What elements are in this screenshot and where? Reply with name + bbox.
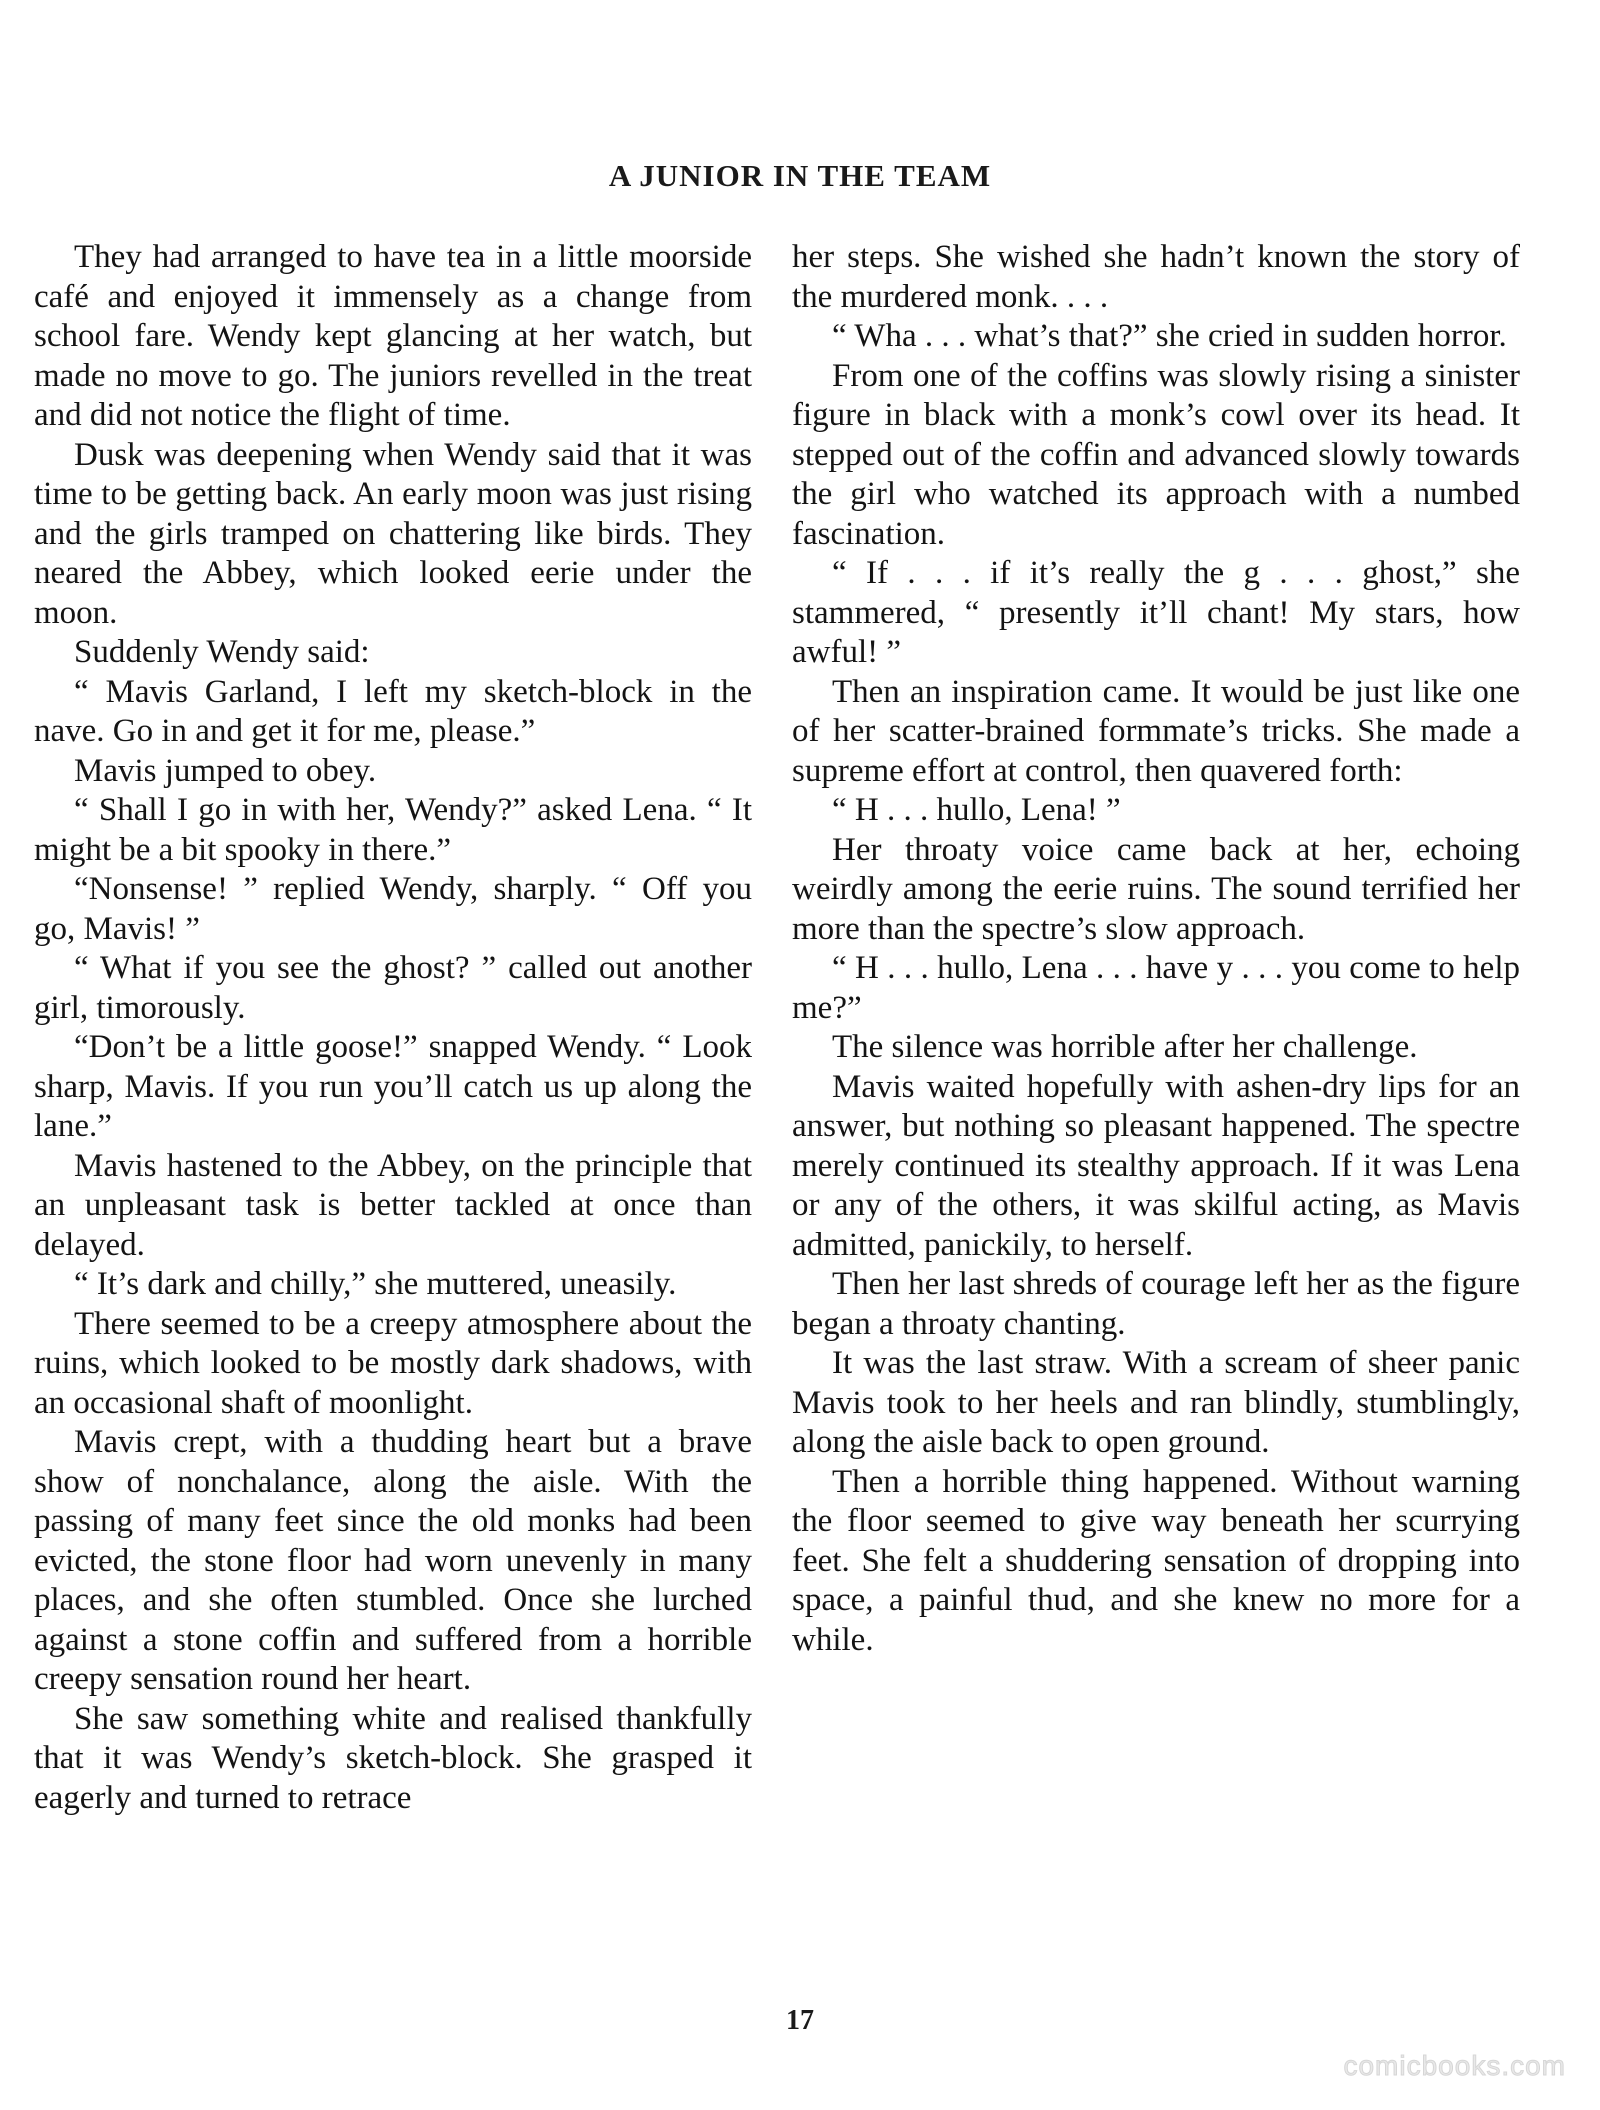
paragraph: Dusk was deepening when Wendy said that it was time to be getting back. An early moon was just rising and the girls tramped on chattering like birds. They neared the Abbey, which looked eerie under the moon. bbox=[34, 436, 752, 631]
paragraph: Then her last shreds of courage left her as the figure began a throaty chanting. bbox=[792, 1266, 1520, 1342]
paragraph: She saw something white and realised thankfully that it was Wendy’s sketch-block. She grasped it eagerly and turned to retrace bbox=[34, 1700, 752, 1816]
paragraph: Mavis jumped to obey. bbox=[74, 752, 377, 789]
running-title: A JUNIOR IN THE TEAM bbox=[608, 158, 992, 193]
paragraph: “ It’s dark and chilly,” she muttered, uneasily. bbox=[74, 1266, 677, 1302]
paragraph: “ Shall I go in with her, Wendy?” asked Lena. “ It might be a bit spooky in there.” bbox=[34, 792, 752, 868]
paragraph: “ H . . . hullo, Lena! ” bbox=[832, 792, 1121, 828]
paragraph: Then an inspiration came. It would be just like one of her scatter-brained formmate’s tricks. She made a supreme effort at control, then quavered forth: bbox=[792, 673, 1520, 789]
paragraph: “ What if you see the ghost? ” called out another girl, timorously. bbox=[34, 950, 752, 1026]
paragraph: Mavis waited hopefully with ashen-dry lips for an answer, but nothing so pleasant happened. The spectre merely continued its stealthy approach. If it was Lena or any of the others, it was skilful acting, as Mavis admitted, panickily, to herself. bbox=[792, 1068, 1520, 1263]
paragraph: “ If . . . if it’s really the g . . . ghost,” she stammered, “ presently it’ll chant! My stars, how awful! ” bbox=[792, 555, 1520, 670]
paragraph-continuation: her steps. She wished she hadn’t known the story of the murdered monk. . . . bbox=[792, 239, 1520, 315]
paragraph: Suddenly Wendy said: bbox=[74, 634, 370, 670]
paragraph: “ Wha . . . what’s that?” she cried in sudden horror. bbox=[832, 318, 1507, 354]
paragraph: The silence was horrible after her challenge. bbox=[832, 1029, 1418, 1065]
paragraph: There seemed to be a creepy atmosphere about the ruins, which looked to be mostly dark shadows, with an occasional shaft of moonlight. bbox=[34, 1305, 752, 1421]
paragraph: “Nonsense! ” replied Wendy, sharply. “ Off you go, Mavis! ” bbox=[34, 871, 752, 947]
left-column bbox=[34, 238, 752, 1818]
paragraph: Mavis crept, with a thudding heart but a brave show of nonchalance, along the aisle. With the passing of many feet since the old monks had been evicted, the stone floor had worn unevenly in many places, and she often stumbled. Once she lurched against a stone coffin and suffered from a horrible creepy sensation round her heart. bbox=[34, 1424, 752, 1697]
paragraph: From one of the coffins was slowly rising a sinister figure in black with a monk’s cowl over its head. It stepped out of the coffin and advanced slowly towards the girl who watched its approach with a numbed fascination. bbox=[792, 357, 1520, 552]
paragraph: It was the last straw. With a scream of sheer panic Mavis took to her heels and ran blindly, stumblingly, along the aisle back to open ground. bbox=[792, 1345, 1520, 1460]
paragraph: Then a horrible thing happened. Without warning the floor seemed to give way beneath her scurrying feet. She felt a shuddering sensation of dropping into space, a painful thud, and she knew no more for a while. bbox=[792, 1463, 1520, 1658]
paragraph: “ Mavis Garland, I left my sketch-block in the nave. Go in and get it for me, please.” bbox=[34, 673, 752, 749]
paragraph: Her throaty voice came back at her, echoing weirdly among the eerie ruins. The sound terrified her more than the spectre’s slow approach. bbox=[792, 831, 1520, 947]
right-column bbox=[792, 238, 1520, 1660]
paragraph: “Don’t be a little goose!” snapped Wendy. “ Look sharp, Mavis. If you run you’ll catch us up along the lane.” bbox=[34, 1029, 752, 1144]
paragraph: Mavis hastened to the Abbey, on the principle that an unpleasant task is better tackled at once than delayed. bbox=[34, 1147, 752, 1263]
paragraph: “ H . . . hullo, Lena . . . have y . . . you come to help me?” bbox=[792, 950, 1520, 1026]
watermark: comicbooks.com bbox=[1343, 2050, 1566, 2081]
page-number: 17 bbox=[786, 2005, 814, 2036]
paragraph: They had arranged to have tea in a little moorside café and enjoyed it immensely as a change from school fare. Wendy kept glancing at her watch, but made no move to go. The juniors revelled in the treat and did not notice the flight of time. bbox=[34, 239, 752, 433]
